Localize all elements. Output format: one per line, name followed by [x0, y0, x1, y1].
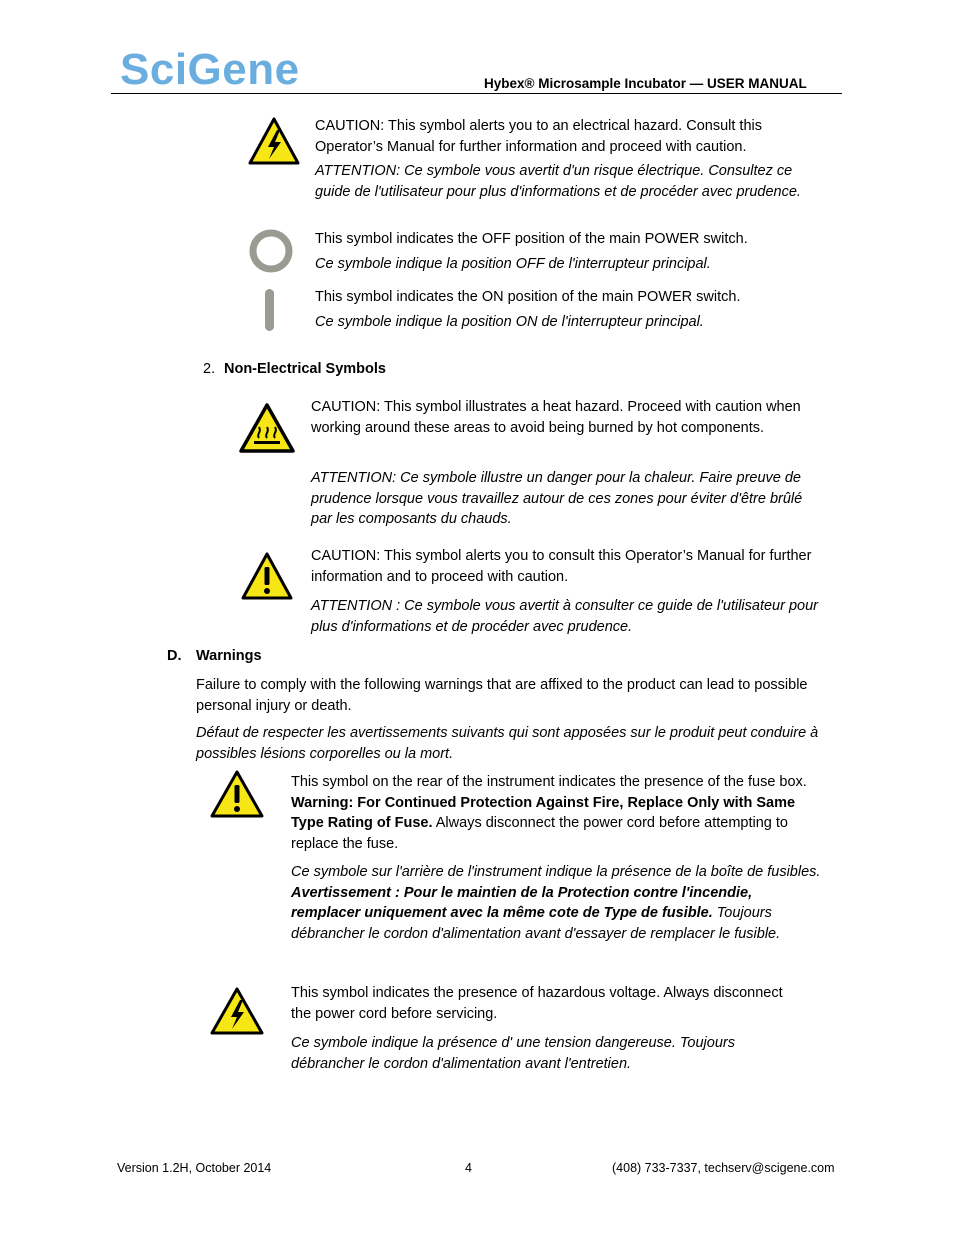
heat-hazard-icon [238, 402, 296, 454]
footer-version: Version 1.2H, October 2014 [117, 1161, 272, 1175]
electrical-hazard-icon [210, 987, 264, 1035]
electrical-caution-fr: ATTENTION: Ce symbole vous avertit d'un risque électrique. Consultez ce guide de l'utilisateur pour plus d'informations et de procéder avec prudence. [315, 163, 801, 200]
document-title: Hybex® Microsample Incubator — USER MANUAL [484, 76, 807, 91]
power-off-en: This symbol indicates the OFF position of the main POWER switch. [315, 231, 748, 247]
fuse-warning-en-outro: Always disconnect the power cord before attempting to replace the fuse. [291, 815, 788, 852]
fuse-warning-fr-intro: Ce symbole sur l'arrière de l'instrument indique la présence de la boîte de fusibles. [291, 864, 821, 880]
caution-icon [210, 770, 264, 818]
fuse-warning-fr [291, 862, 821, 944]
fuse-warning-en-intro: This symbol on the rear of the instrument indicates the presence of the fuse box. [291, 774, 807, 790]
manual-caution-en: CAUTION: This symbol alerts you to consult this Operator’s Manual for further information and to proceed with caution. [311, 548, 812, 585]
power-off-icon [246, 226, 296, 276]
caution-icon [241, 552, 293, 600]
power-off-fr: Ce symbole indique la position OFF de l'interrupteur principal. [315, 256, 711, 272]
header-divider [111, 93, 842, 94]
power-on-fr: Ce symbole indique la position ON de l'interrupteur principal. [315, 314, 704, 330]
footer-page-number: 4 [465, 1161, 472, 1175]
power-on-icon [262, 287, 278, 333]
electrical-caution-en: CAUTION: This symbol alerts you to an electrical hazard. Consult this Operator’s Manual for further information and proceed with caution. [315, 118, 762, 155]
power-on-en: This symbol indicates the ON position of the main POWER switch. [315, 289, 741, 305]
voltage-warning-en: This symbol indicates the presence of hazardous voltage. Always disconnect the power cord before servicing. [291, 985, 783, 1022]
scigene-logo: SciGene [120, 45, 300, 94]
warnings-heading: Warnings [196, 648, 262, 664]
warnings-intro-fr: Défaut de respecter les avertissements suivants qui sont apposées sur le produit peut conduire à possibles lésions corporelles ou la mort. [196, 725, 819, 762]
fuse-warning-en [291, 772, 821, 854]
warnings-intro-en: Failure to comply with the following warnings that are affixed to the product can lead to possible personal injury or death. [196, 677, 808, 714]
fuse-warning-en-bold: Warning: For Continued Protection Against Fire, Replace Only with Same Type Rating of Fuse. [291, 794, 796, 831]
voltage-warning-fr: Ce symbole indique la présence d' une tension dangereuse. Toujours débrancher le cordon d'alimentation avant l'entretien. [291, 1035, 735, 1072]
fuse-warning-fr-bold: Avertissement : Pour le maintien de la Protection contre l'incendie, remplacer uniquement avec la même cote de Type de fusible. [291, 884, 753, 921]
heat-caution-fr: ATTENTION: Ce symbole illustre un danger pour la chaleur. Faire preuve de prudence lorsque vous travaillez autour de ces zones pour éviter d'être brûlé par les composants du chauds. [311, 470, 803, 527]
section-number: 2. [203, 361, 216, 377]
warnings-letter: D. [167, 648, 182, 664]
section-heading-non-electrical: Non-Electrical Symbols [224, 361, 386, 377]
electrical-hazard-icon [248, 117, 300, 165]
footer-contact: (408) 733-7337, techserv@scigene.com [612, 1161, 835, 1175]
manual-caution-fr: ATTENTION : Ce symbole vous avertit à consulter ce guide de l'utilisateur pour plus d'informations et de procéder avec prudence. [311, 598, 818, 635]
heat-caution-en: CAUTION: This symbol illustrates a heat hazard. Proceed with caution when working around these areas to avoid being burned by hot components. [311, 399, 801, 436]
fuse-warning-fr-outro: Toujours débrancher le cordon d'alimentation avant d'essayer de remplacer le fusible. [291, 905, 781, 942]
